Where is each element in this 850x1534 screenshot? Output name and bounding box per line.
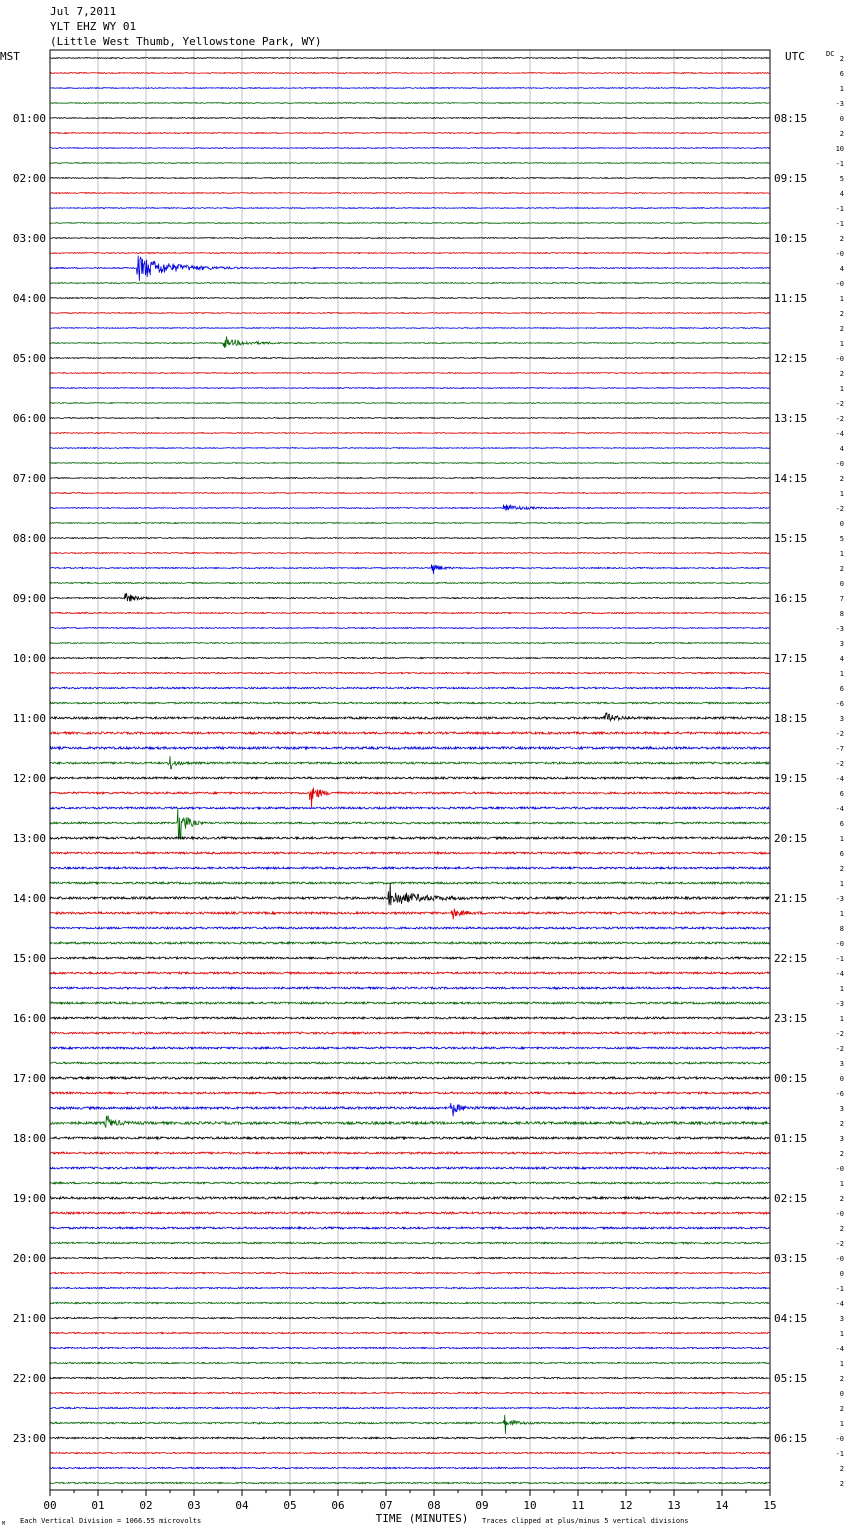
dc-offset-label: 1: [839, 1330, 844, 1338]
x-tick-label: 10: [523, 1499, 537, 1512]
dc-offset-label: -0: [835, 1255, 844, 1263]
dc-offset-label: 4: [839, 445, 844, 453]
dc-offset-label: -3: [835, 895, 844, 903]
scale-note: Each Vertical Division = 1066.55 microvolts: [20, 1517, 202, 1525]
header-date: Jul 7,2011: [50, 5, 117, 18]
x-tick-label: 00: [43, 1499, 57, 1512]
dc-offset-label: 1: [839, 1360, 844, 1368]
dc-offset-label: 3: [839, 640, 844, 648]
mst-hour-label: 05:00: [12, 352, 46, 365]
dc-offset-label: -1: [835, 955, 844, 963]
dc-offset-label: 3: [839, 715, 844, 723]
utc-hour-label: 18:15: [774, 712, 808, 725]
x-tick-label: 14: [715, 1499, 729, 1512]
mst-hour-label: 13:00: [12, 832, 46, 845]
dc-offset-label: -0: [835, 1165, 844, 1173]
dc-offset-label: 1: [839, 1180, 844, 1188]
utc-hour-label: 17:15: [774, 652, 808, 665]
utc-hour-label: 08:15: [774, 112, 808, 125]
header-location: (Little West Thumb, Yellowstone Park, WY): [50, 35, 322, 48]
dc-offset-label: -2: [835, 505, 844, 513]
utc-hour-label: 20:15: [774, 832, 808, 845]
header-station: YLT EHZ WY 01: [50, 20, 137, 33]
x-tick-label: 12: [619, 1499, 633, 1512]
utc-hour-label: 14:15: [774, 472, 808, 485]
mst-hour-label: 04:00: [12, 292, 46, 305]
dc-offset-label: 2: [839, 325, 844, 333]
mst-hour-label: 03:00: [12, 232, 46, 245]
x-tick-label: 13: [667, 1499, 681, 1512]
dc-offset-label: -2: [835, 730, 844, 738]
x-tick-label: 07: [379, 1499, 393, 1512]
dc-offset-label: 2: [839, 565, 844, 573]
mst-hour-label: 06:00: [12, 412, 46, 425]
dc-offset-label: 2: [839, 1150, 844, 1158]
utc-hour-label: 13:15: [774, 412, 808, 425]
dc-offset-label: 1: [839, 490, 844, 498]
trace-line: [50, 148, 769, 149]
dc-offset-label: -2: [835, 400, 844, 408]
dc-offset-label: 2: [839, 1480, 844, 1488]
dc-offset-label: 1: [839, 85, 844, 93]
dc-offset-label: 2: [839, 55, 844, 63]
dc-offset-label: 2: [839, 370, 844, 378]
dc-offset-label: -2: [835, 1240, 844, 1248]
dc-offset-label: -4: [835, 1300, 844, 1308]
dc-offset-label: 2: [839, 1195, 844, 1203]
dc-offset-label: -1: [835, 205, 844, 213]
mst-hour-label: 21:00: [12, 1312, 46, 1325]
dc-offset-label: 4: [839, 265, 844, 273]
x-tick-label: 09: [475, 1499, 489, 1512]
x-tick-label: 15: [763, 1499, 777, 1512]
x-tick-label: 08: [427, 1499, 441, 1512]
utc-hour-label: 04:15: [774, 1312, 808, 1325]
x-tick-label: 01: [91, 1499, 105, 1512]
utc-hour-label: 11:15: [774, 292, 808, 305]
dc-offset-label: 1: [839, 985, 844, 993]
dc-offset-label: 0: [839, 1270, 844, 1278]
dc-offset-label: 0: [839, 1075, 844, 1083]
dc-offset-label: 1: [839, 340, 844, 348]
mst-hour-label: 01:00: [12, 112, 46, 125]
x-tick-label: 05: [283, 1499, 297, 1512]
right-axis-title: UTC: [785, 50, 805, 63]
dc-offset-label: 8: [839, 925, 844, 933]
dc-offset-label: 1: [839, 835, 844, 843]
utc-hour-label: 05:15: [774, 1372, 808, 1385]
dc-offset-label: 5: [839, 535, 844, 543]
dc-offset-label: 5: [839, 175, 844, 183]
mst-hour-label: 19:00: [12, 1192, 46, 1205]
dc-offset-label: 4: [839, 655, 844, 663]
utc-hour-label: 10:15: [774, 232, 808, 245]
dc-title: DC: [826, 50, 835, 58]
dc-offset-label: -1: [835, 220, 844, 228]
dc-offset-label: 2: [839, 310, 844, 318]
dc-offset-label: 6: [839, 685, 844, 693]
utc-hour-label: 15:15: [774, 532, 808, 545]
dc-offset-label: 1: [839, 880, 844, 888]
mst-hour-label: 12:00: [12, 772, 46, 785]
utc-hour-label: 23:15: [774, 1012, 808, 1025]
mst-hour-label: 14:00: [12, 892, 46, 905]
dc-offset-label: 2: [839, 1465, 844, 1473]
x-tick-label: 03: [187, 1499, 201, 1512]
dc-offset-label: 2: [839, 1375, 844, 1383]
dc-offset-label: 4: [839, 190, 844, 198]
corner-mark: M: [2, 1521, 6, 1527]
utc-hour-label: 00:15: [774, 1072, 808, 1085]
mst-hour-label: 09:00: [12, 592, 46, 605]
dc-offset-label: 2: [839, 1225, 844, 1233]
dc-offset-label: 1: [839, 1015, 844, 1023]
mst-hour-label: 08:00: [12, 532, 46, 545]
mst-hour-label: 07:00: [12, 472, 46, 485]
dc-offset-label: -0: [835, 1210, 844, 1218]
dc-offset-label: -6: [835, 1090, 844, 1098]
utc-hour-label: 16:15: [774, 592, 808, 605]
dc-offset-label: 1: [839, 910, 844, 918]
dc-offset-label: 1: [839, 670, 844, 678]
dc-offset-label: 0: [839, 115, 844, 123]
dc-offset-label: -2: [835, 1030, 844, 1038]
dc-offset-label: -2: [835, 1045, 844, 1053]
utc-hour-label: 02:15: [774, 1192, 808, 1205]
dc-offset-label: 3: [839, 1105, 844, 1113]
mst-hour-label: 22:00: [12, 1372, 46, 1385]
dc-offset-label: 2: [839, 235, 844, 243]
dc-offset-label: 10: [835, 145, 844, 153]
dc-offset-label: -4: [835, 970, 844, 978]
utc-hour-label: 01:15: [774, 1132, 808, 1145]
dc-offset-label: -1: [835, 160, 844, 168]
dc-offset-label: -4: [835, 430, 844, 438]
mst-hour-label: 23:00: [12, 1432, 46, 1445]
dc-offset-label: -0: [835, 460, 844, 468]
dc-offset-label: 2: [839, 130, 844, 138]
dc-offset-label: 1: [839, 550, 844, 558]
dc-offset-label: 1: [839, 1420, 844, 1428]
dc-offset-label: 0: [839, 520, 844, 528]
mst-hour-label: 18:00: [12, 1132, 46, 1145]
dc-offset-label: -0: [835, 355, 844, 363]
dc-offset-label: -3: [835, 1000, 844, 1008]
dc-offset-label: 8: [839, 610, 844, 618]
dc-offset-label: 0: [839, 580, 844, 588]
dc-offset-label: -3: [835, 100, 844, 108]
dc-offset-label: -2: [835, 760, 844, 768]
x-axis-title: TIME (MINUTES): [375, 1512, 469, 1525]
utc-hour-label: 22:15: [774, 952, 808, 965]
trace-line: [50, 403, 769, 404]
dc-offset-label: 0: [839, 1390, 844, 1398]
dc-offset-label: 2: [839, 1405, 844, 1413]
dc-offset-label: -2: [835, 415, 844, 423]
dc-offset-label: -1: [835, 1450, 844, 1458]
dc-offset-label: 6: [839, 790, 844, 798]
x-tick-label: 02: [139, 1499, 153, 1512]
mst-hour-label: 16:00: [12, 1012, 46, 1025]
dc-offset-label: 3: [839, 1315, 844, 1323]
dc-offset-label: -4: [835, 775, 844, 783]
dc-offset-label: -7: [835, 745, 844, 753]
dc-offset-label: 6: [839, 70, 844, 78]
clip-note: Traces clipped at plus/minus 5 vertical divisions: [482, 1517, 689, 1525]
dc-offset-label: -6: [835, 700, 844, 708]
dc-offset-label: -1: [835, 1285, 844, 1293]
dc-offset-label: 1: [839, 385, 844, 393]
mst-hour-label: 11:00: [12, 712, 46, 725]
mst-hour-label: 02:00: [12, 172, 46, 185]
dc-offset-label: -0: [835, 280, 844, 288]
dc-offset-label: -0: [835, 250, 844, 258]
mst-hour-label: 10:00: [12, 652, 46, 665]
mst-hour-label: 20:00: [12, 1252, 46, 1265]
x-tick-label: 06: [331, 1499, 345, 1512]
dc-offset-label: -4: [835, 1345, 844, 1353]
utc-hour-label: 09:15: [774, 172, 808, 185]
dc-offset-label: -4: [835, 805, 844, 813]
x-tick-label: 11: [571, 1499, 585, 1512]
x-tick-label: 04: [235, 1499, 249, 1512]
utc-hour-label: 03:15: [774, 1252, 808, 1265]
dc-offset-label: -0: [835, 1435, 844, 1443]
utc-hour-label: 06:15: [774, 1432, 808, 1445]
utc-hour-label: 21:15: [774, 892, 808, 905]
dc-offset-label: 6: [839, 820, 844, 828]
mst-hour-label: 15:00: [12, 952, 46, 965]
dc-offset-label: 2: [839, 1120, 844, 1128]
dc-offset-label: 3: [839, 1135, 844, 1143]
mst-hour-label: 17:00: [12, 1072, 46, 1085]
left-axis-title: MST: [0, 50, 20, 63]
dc-offset-label: 2: [839, 475, 844, 483]
dc-offset-label: 7: [839, 595, 844, 603]
dc-offset-label: 2: [839, 865, 844, 873]
dc-offset-label: -3: [835, 625, 844, 633]
utc-hour-label: 12:15: [774, 352, 808, 365]
dc-offset-label: 6: [839, 850, 844, 858]
dc-offset-label: 1: [839, 295, 844, 303]
dc-offset-label: 3: [839, 1060, 844, 1068]
dc-offset-label: -0: [835, 940, 844, 948]
utc-hour-label: 19:15: [774, 772, 808, 785]
